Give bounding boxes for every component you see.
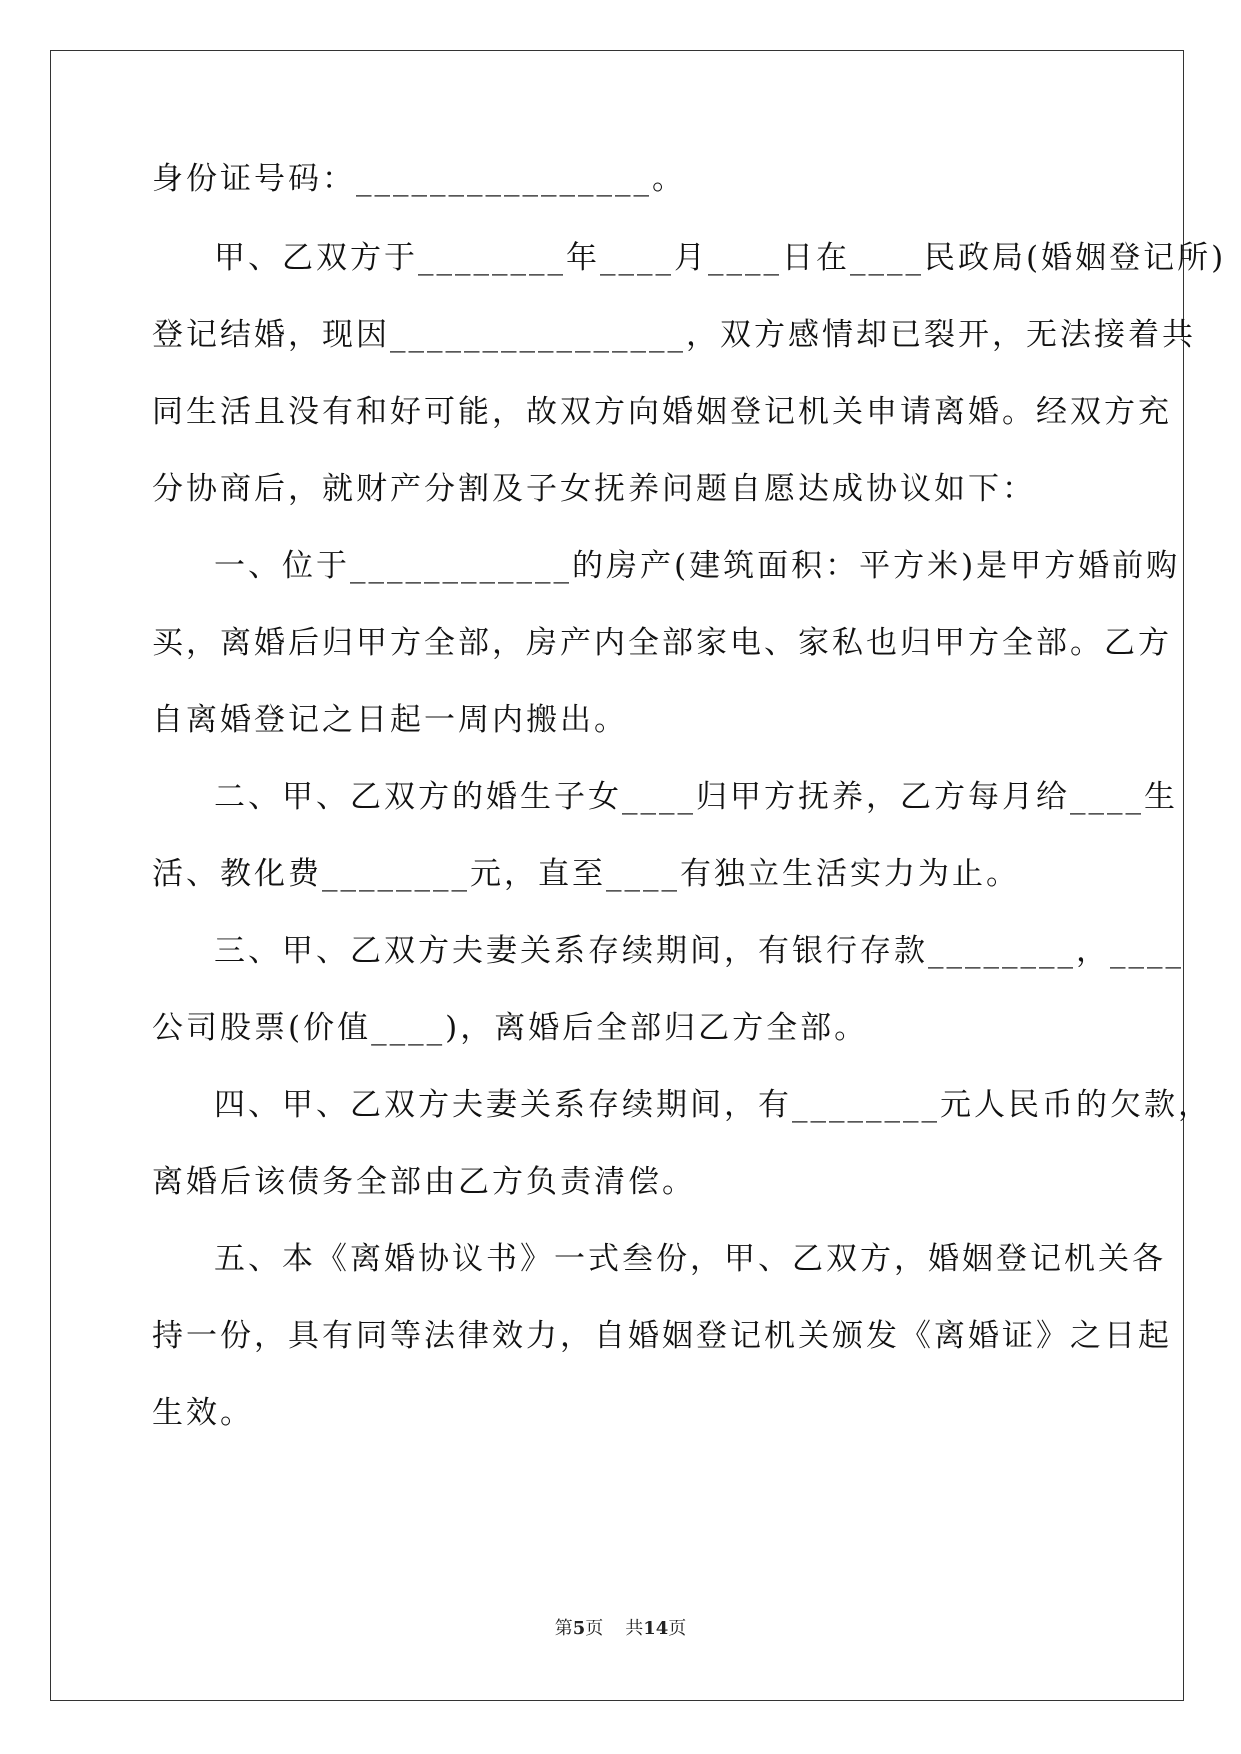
paragraph-line: 分协商后，就财产分割及子女抚养问题自愿达成协议如下： xyxy=(152,471,1036,507)
page-prefix: 第 xyxy=(554,1618,573,1639)
page-number: 5 xyxy=(572,1618,586,1639)
clause-2-line: 活、教化费________元，直至____有独立生活实力为止。 xyxy=(152,856,1020,892)
clause-5-line: 生效。 xyxy=(152,1395,254,1431)
clause-2-line: 二、甲、乙双方的婚生子女____归甲方抚养，乙方每月给____生 xyxy=(214,779,1178,815)
clause-1-line: 买，离婚后归甲方全部，房产内全部家电、家私也归甲方全部。乙方 xyxy=(152,625,1172,661)
clause-5-line: 持一份，具有同等法律效力，自婚姻登记机关颁发《离婚证》之日起 xyxy=(152,1318,1172,1354)
clause-3-line: 公司股票(价值____)，离婚后全部归乙方全部。 xyxy=(152,1010,869,1046)
paragraph-line: 同生活且没有和好可能，故双方向婚姻登记机关申请离婚。经双方充 xyxy=(152,394,1172,430)
total-suffix: 页 xyxy=(668,1618,687,1639)
clause-3-line: 三、甲、乙双方夫妻关系存续期间，有银行存款________，____ xyxy=(214,933,1184,969)
id-number-line: 身份证号码：________________。 xyxy=(152,161,686,197)
clause-1-line: 一、位于____________的房产(建筑面积：平方米)是甲方婚前购 xyxy=(214,548,1181,584)
paragraph-line: 甲、乙双方于________年____月____日在____民政局(婚姻登记所) xyxy=(214,240,1227,276)
page-suffix: 页 xyxy=(585,1618,604,1639)
clause-5-line: 五、本《离婚协议书》一式叁份，甲、乙双方，婚姻登记机关各 xyxy=(214,1241,1166,1277)
paragraph-line: 登记结婚，现因________________，双方感情却已裂开，无法接着共 xyxy=(152,317,1196,353)
clause-1-line: 自离婚登记之日起一周内搬出。 xyxy=(152,702,628,738)
page-footer xyxy=(0,1614,1241,1640)
clause-4-line: 四、甲、乙双方夫妻关系存续期间，有________元人民币的欠款， xyxy=(214,1087,1212,1123)
total-pages: 14 xyxy=(643,1618,669,1639)
total-prefix: 共 xyxy=(625,1618,644,1639)
clause-4-line: 离婚后该债务全部由乙方负责清偿。 xyxy=(152,1164,696,1200)
